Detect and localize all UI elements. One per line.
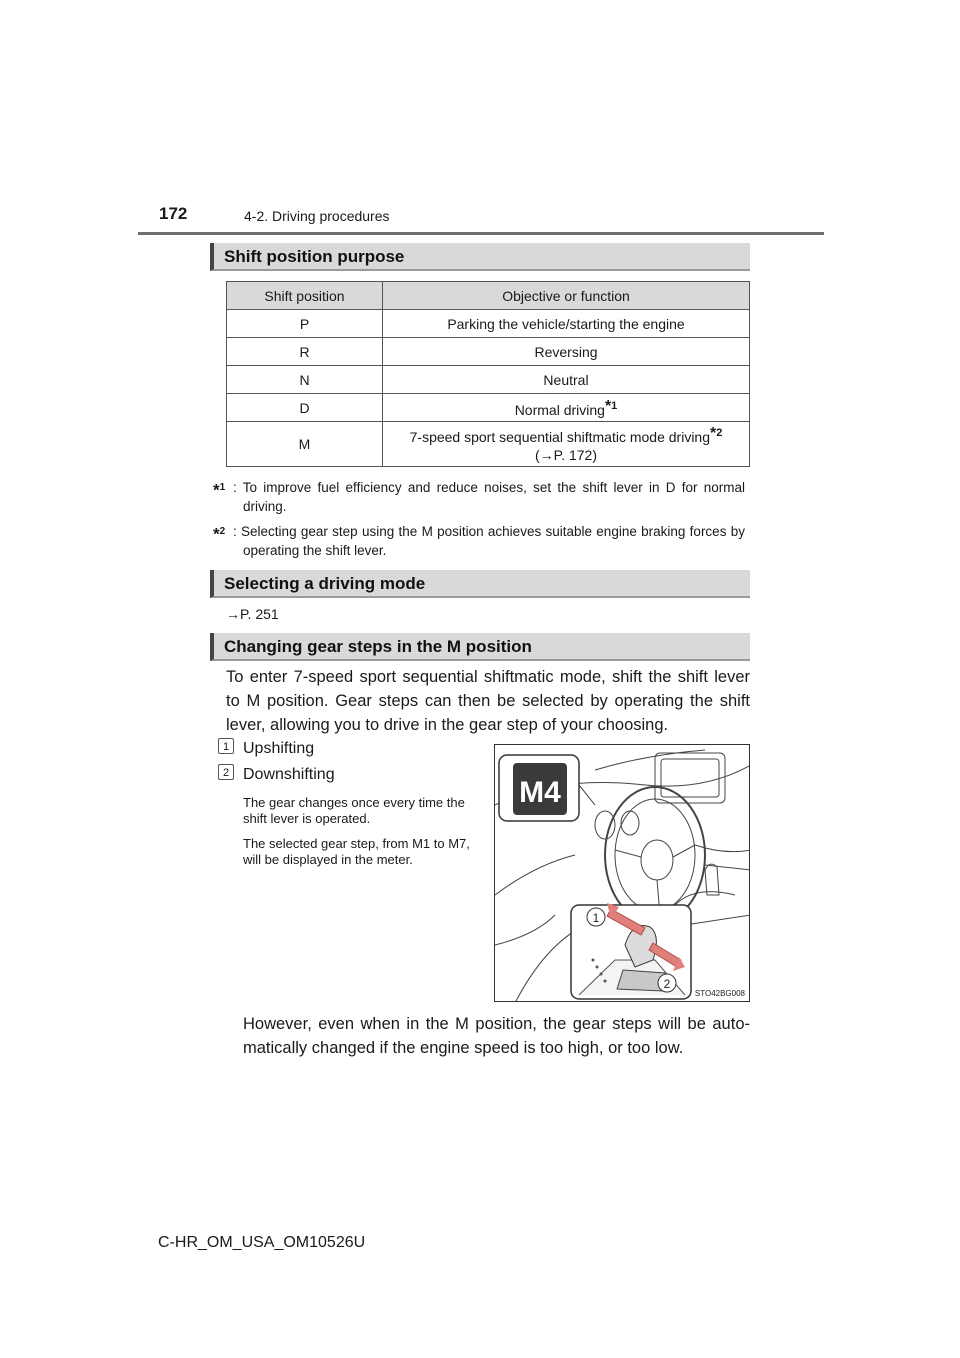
callout-1: 1 [592,911,600,925]
section-heading-text: Selecting a driving mode [224,574,426,593]
column-header-function: Objective or function [383,282,750,310]
section-heading-text: Changing gear steps in the M position [224,637,532,656]
cell-position: M [227,422,383,467]
section-heading-text: Shift position purpose [224,247,405,266]
table-row [227,310,750,338]
figure-code: STO42BG008 [694,989,745,998]
footnote-marker: *1 [604,397,618,415]
footnote-marker: *2 [710,425,723,442]
section-heading-shift-purpose [210,243,750,271]
cell-position: P [227,310,383,338]
chapter-title: 4-2. Driving procedures [244,208,390,224]
shift-lever-zoom [571,903,691,999]
table-row [227,422,750,467]
list-number-badge: 1 [218,738,234,754]
m4-display-callout [499,755,595,821]
cell-position: N [227,366,383,394]
section-heading-driving-mode [210,570,750,598]
note-meter-display: The selected gear step, from M1 to M7, will be displayed in the meter. [243,836,470,867]
note-gear-change: The gear changes once every time the shift lever is operated. [243,795,465,826]
list-item-downshifting: Downshifting [243,766,335,783]
cell-function [383,422,750,467]
footer-code: C-HR_OM_USA_OM10526U [158,1234,366,1251]
list-number-badge: 2 [218,764,234,780]
shift-lever-illustration [494,744,750,1002]
footnote-2 [213,522,745,560]
illustration-drawing [495,745,750,1002]
cell-position: D [227,394,383,422]
footnote-mark: *$^2$ [213,524,226,544]
column-header-shift-position: Shift position [227,282,383,310]
header-rule [138,232,824,235]
function-text: 7-speed sport sequential shiftmatic mode driving [409,429,711,445]
footnote-text: : To improve fuel efficiency and reduce noises, set the shift lever in D for normal driving. [233,480,745,514]
table-row [227,366,750,394]
cell-position: R [227,338,383,366]
shift-position-table [226,281,750,467]
page-number: 172 [159,204,188,223]
table-header-row [227,282,750,310]
section-heading-gear-steps [210,633,750,661]
table-row [227,394,750,422]
driving-mode-reference: →P. 251 [226,606,279,622]
list-item-upshifting: Upshifting [243,740,315,757]
footnote-mark: *$^1$ [213,480,226,500]
closing-paragraph: However, even when in the M position, the gear steps will be auto-matically changed if the engine speed is too high, or too low. [243,1015,750,1057]
footnote-1 [213,478,745,516]
page-reference: (→P. 172) [535,447,597,463]
cell-function: Neutral [383,366,750,394]
cell-function [383,394,750,422]
cell-function: Reversing [383,338,750,366]
function-text: Normal driving [514,401,605,418]
footnote-text: : Selecting gear step using the M position achieves suitable engine braking forces by operating the shift lever. [233,524,745,558]
display-text: M4 [519,776,561,809]
cell-function: Parking the vehicle/starting the engine [383,310,750,338]
table-row [227,338,750,366]
intro-paragraph: To enter 7-speed sport sequential shiftmatic mode, shift the shift lever to M position. Gear steps can then be selected by operating the shift lever, allowing you to drive in the gear step of your choosing. [226,668,750,734]
callout-2: 2 [663,977,671,991]
